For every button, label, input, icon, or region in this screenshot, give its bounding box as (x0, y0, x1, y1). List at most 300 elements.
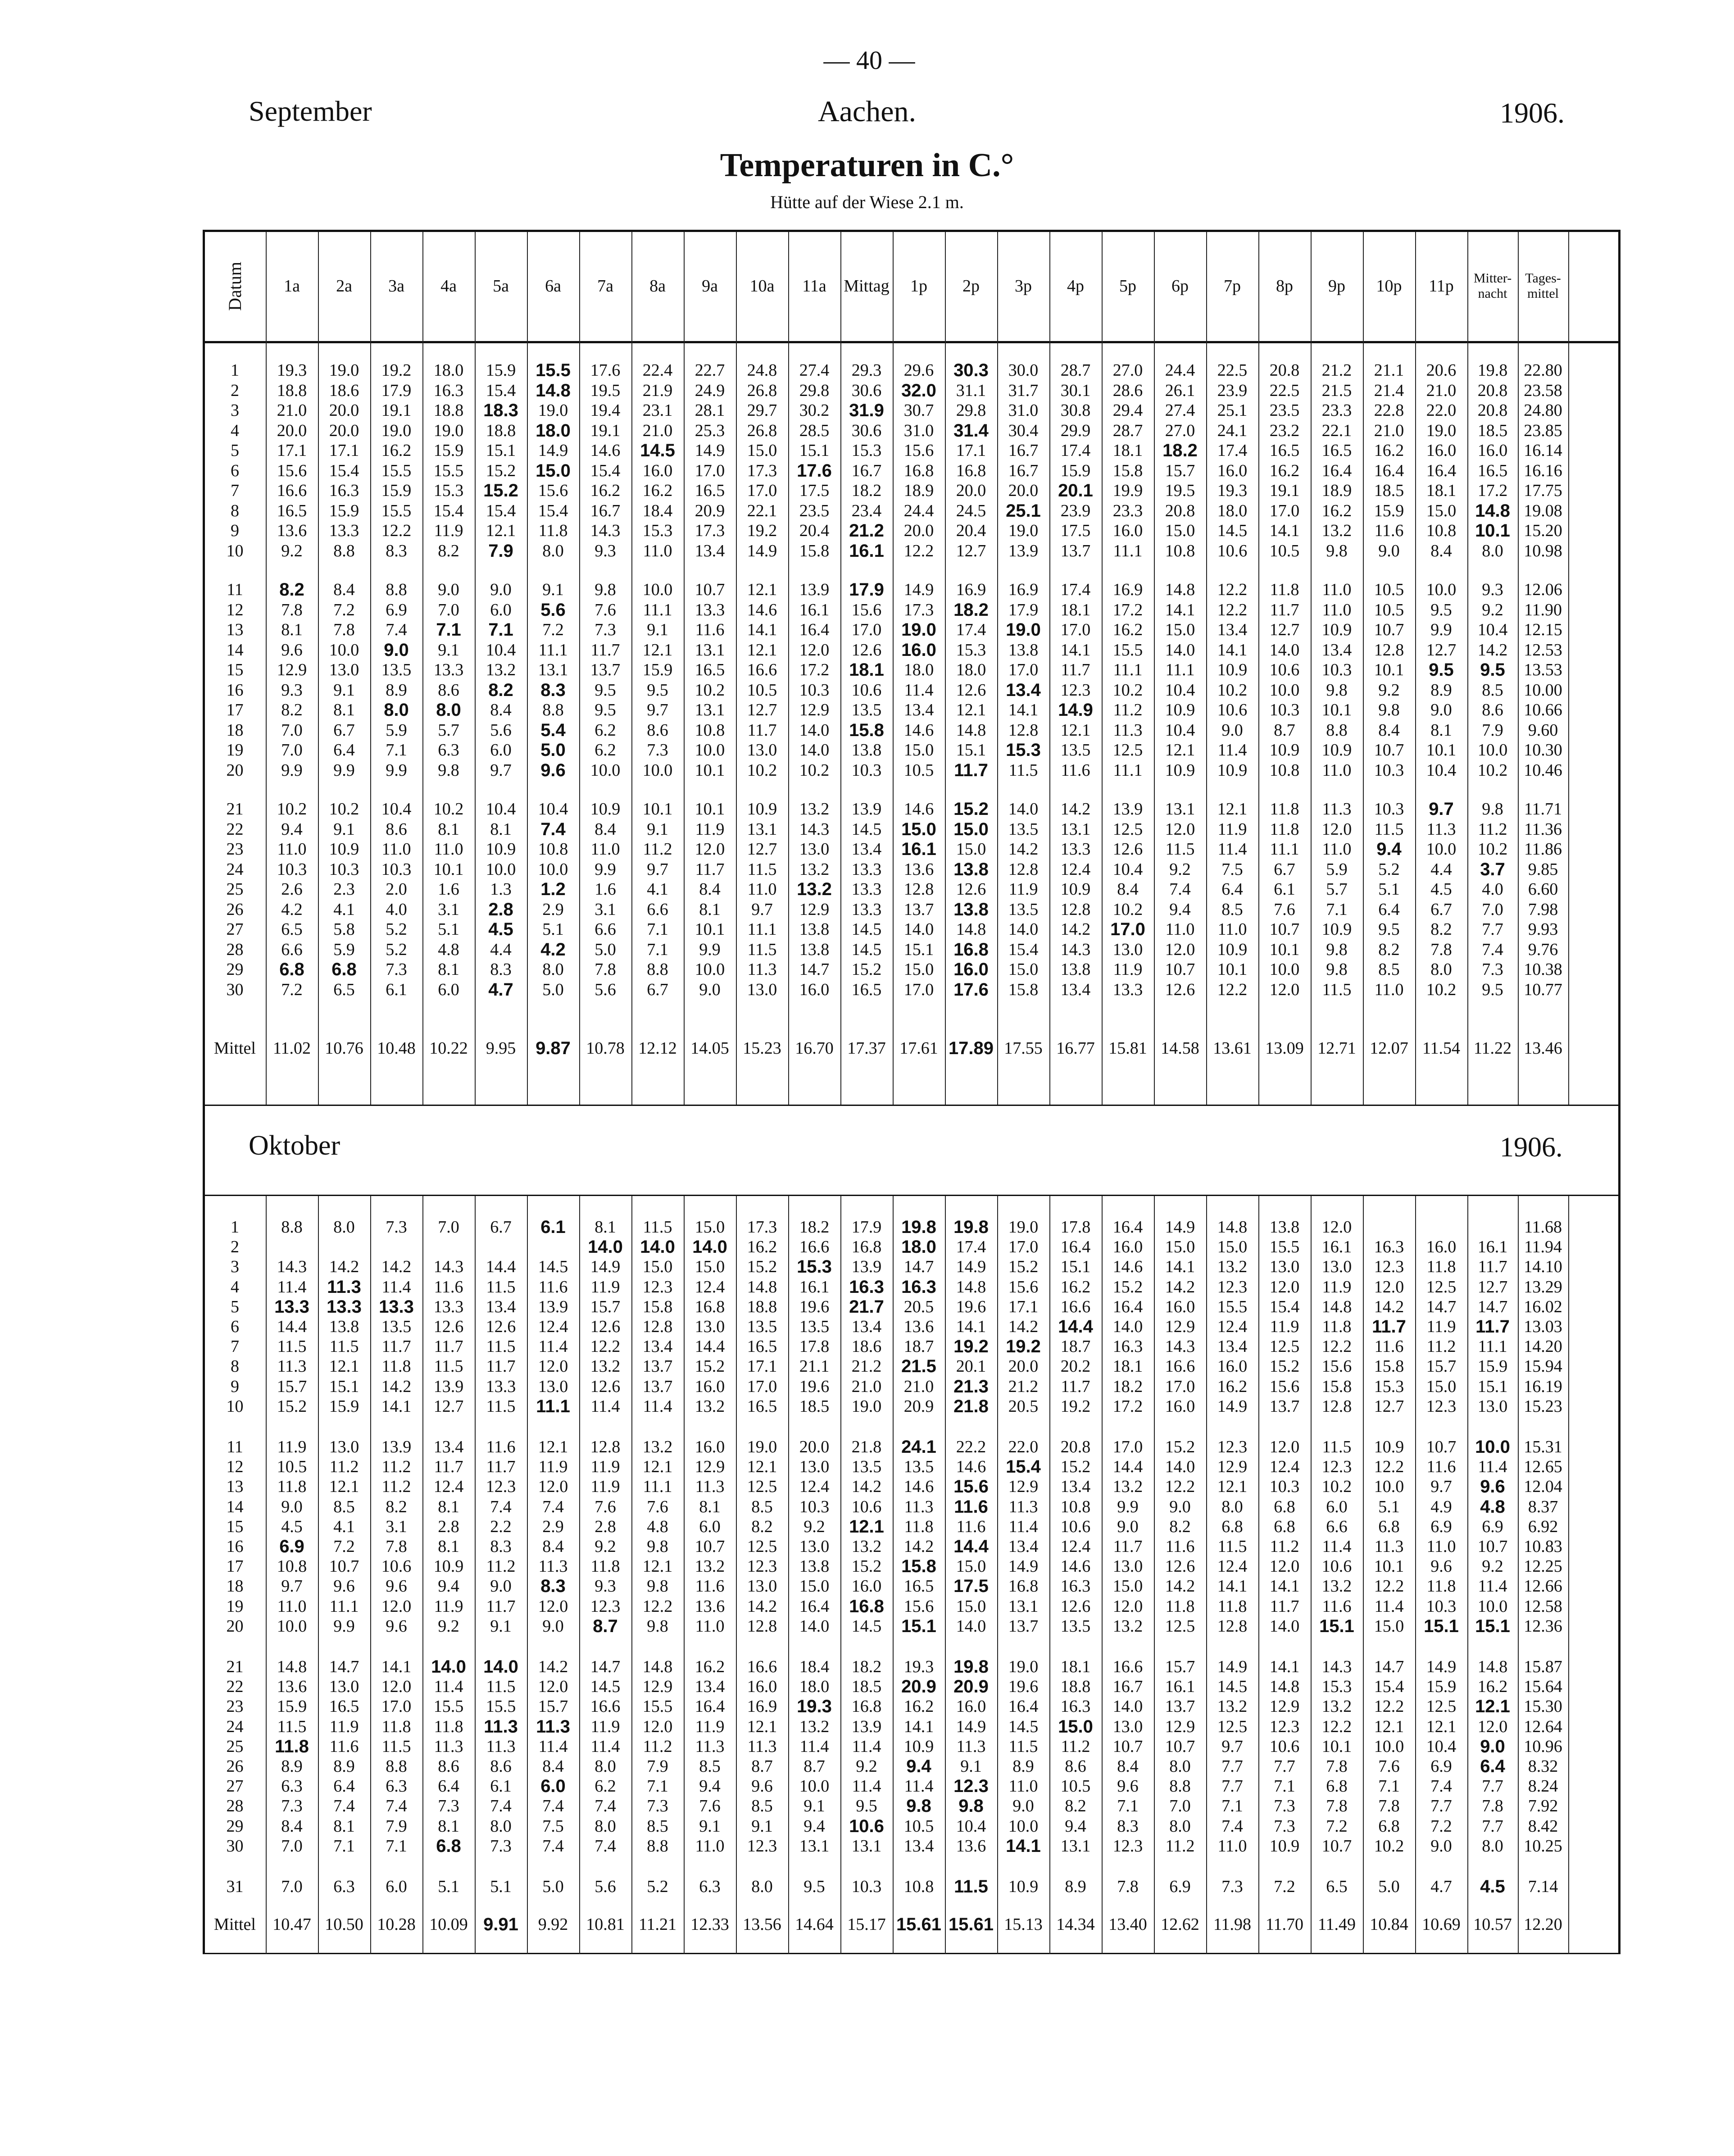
row-label: 15 (226, 1517, 244, 1536)
table-cell: 5.7 (438, 720, 459, 740)
table-cell: 16.5 (747, 1337, 777, 1356)
table-cell: 10.9 (1060, 880, 1091, 899)
table-cell: 14.1 (1165, 1257, 1195, 1277)
table-cell: 15.1 (1424, 1616, 1459, 1636)
table-cell: 12.1 (956, 700, 986, 719)
table-cell: 17.75 (1524, 481, 1562, 500)
table-cell: 15.9 (486, 361, 516, 380)
table-cell: 5.2 (1378, 860, 1400, 879)
table-cell: 10.98 (1524, 541, 1562, 560)
column-header: 11a (802, 277, 826, 296)
table-cell: 16.2 (903, 1697, 934, 1716)
table-cell: 15.5 (486, 1697, 516, 1716)
table-cell: 10.0 (1477, 741, 1508, 760)
table-cell: 16.3 (1112, 1337, 1143, 1356)
table-cell: 9.4 (438, 1577, 459, 1596)
table-cell: 17.1 (956, 441, 986, 460)
table-cell: 13.3 (433, 1297, 464, 1316)
table-cell: 18.8 (486, 421, 516, 440)
table-cell: 10.1 (1374, 1557, 1404, 1576)
table-cell: 9.8 (647, 1537, 668, 1556)
mittel-cell: 9.87 (536, 1038, 571, 1058)
table-cell: 14.1 (747, 620, 777, 639)
table-cell: 17.2 (1112, 1396, 1143, 1416)
table-cell: 13.0 (1112, 1717, 1143, 1736)
table-cell: 16.8 (953, 939, 989, 960)
table-cell: 7.5 (1221, 860, 1243, 879)
table-cell: 10.3 (277, 860, 307, 879)
column-rule (1258, 232, 1259, 1105)
table-cell: 19.3 (1217, 481, 1248, 500)
table-cell: 14.2 (1008, 840, 1039, 859)
table-cell: 22.0 (1426, 401, 1457, 420)
table-cell: 6.3 (281, 1777, 303, 1796)
table-cell: 11.9 (434, 1597, 463, 1616)
table-cell: 15.6 (1321, 1357, 1352, 1376)
table-cell: 15.2 (1165, 1437, 1195, 1456)
table-cell: 7.4 (542, 1797, 564, 1816)
table-cell: 12.0 (538, 1677, 568, 1697)
table-cell: 19.2 (953, 1337, 989, 1357)
table-cell: 4.5 (1430, 880, 1452, 899)
mittel-cell: 10.78 (586, 1039, 625, 1058)
row-label: 19 (226, 1597, 244, 1616)
table-cell: 18.0 (903, 660, 934, 679)
table-cell: 6.92 (1528, 1517, 1558, 1536)
table-cell: 14.5 (851, 1616, 882, 1636)
table-cell: 8.2 (386, 1497, 407, 1516)
column-rule (1518, 232, 1519, 1105)
table-cell: 9.8 (595, 580, 616, 599)
table-cell: 11.8 (1426, 1577, 1456, 1596)
row-label: 10 (226, 1396, 244, 1416)
table-cell: 11.8 (1165, 1597, 1195, 1616)
table-cell: 9.6 (1117, 1777, 1139, 1796)
column-rule (997, 232, 998, 1105)
column-rule (1102, 232, 1103, 1105)
table-cell: 15.0 (953, 819, 989, 839)
table-cell: 12.4 (1217, 1557, 1248, 1576)
table-cell: 8.1 (333, 700, 355, 719)
row-label: 9 (231, 1377, 239, 1396)
table-cell: 7.4 (542, 1836, 564, 1856)
table-cell (318, 1237, 370, 1257)
table-cell: 14.0 (1008, 800, 1039, 819)
table-cell: 6.2 (595, 1777, 616, 1796)
row-label: 13 (226, 1477, 244, 1496)
column-rule (684, 232, 685, 1105)
table-cell: 14.0 (799, 741, 830, 760)
table-cell: 14.0 (1008, 920, 1039, 939)
table-cell: 14.8 (1477, 1657, 1508, 1676)
table-cell: 13.2 (1112, 1477, 1143, 1496)
table-cell: 12.64 (1524, 1717, 1562, 1736)
table-cell: 17.1 (747, 1357, 777, 1376)
table-cell: 11.2 (1270, 1537, 1299, 1556)
table-cell: 14.9 (1217, 1396, 1248, 1416)
table-cell: 12.0 (695, 840, 725, 859)
mittel-cell: 9.92 (538, 1915, 568, 1934)
column-rule (788, 1196, 789, 1954)
table-cell: 19.0 (1008, 1657, 1039, 1676)
table-cell: 8.4 (542, 1537, 564, 1556)
column-rule (1049, 1196, 1050, 1954)
table-cell: 15.5 (381, 501, 412, 520)
column-rule (475, 1196, 476, 1954)
table-cell: 4.4 (490, 940, 512, 959)
table-cell: 13.2 (851, 1537, 882, 1556)
table-cell: 15.7 (1165, 1657, 1195, 1676)
table-cell: 17.0 (1008, 1237, 1039, 1257)
table-cell: 12.66 (1524, 1577, 1562, 1596)
table-cell: 14.3 (590, 521, 621, 540)
table-cell: 9.5 (1430, 600, 1452, 619)
table-cell: 9.7 (751, 900, 773, 919)
table-cell: 17.9 (849, 580, 884, 600)
table-cell: 10.4 (1165, 680, 1195, 700)
mittel-cell: 14.34 (1056, 1915, 1095, 1934)
table-cell: 12.6 (1165, 1557, 1195, 1576)
table-cell: 9.5 (803, 1877, 825, 1896)
table-cell: 16.7 (590, 501, 621, 520)
table-cell: 14.7 (903, 1257, 934, 1277)
table-cell: 12.5 (1112, 819, 1143, 839)
table-cell: 16.4 (799, 620, 830, 639)
table-cell: 12.2 (1165, 1477, 1195, 1496)
table-cell: 11.8 (434, 1717, 463, 1736)
table-cell: 11.0 (1322, 840, 1352, 859)
table-cell: 13.0 (329, 1437, 359, 1456)
table-cell: 13.4 (1060, 1477, 1091, 1496)
table-cell: 14.3 (1165, 1337, 1195, 1356)
table-cell: 14.4 (277, 1317, 307, 1336)
table-cell: 17.0 (1060, 620, 1091, 639)
table-cell: 13.0 (747, 980, 777, 999)
table-cell: 12.0 (1477, 1717, 1508, 1736)
table-cell: 27.4 (799, 361, 830, 380)
table-cell: 6.2 (595, 741, 616, 760)
column-rule (631, 232, 632, 1105)
table-cell: 13.1 (747, 819, 777, 839)
table-cell: 16.9 (1008, 580, 1039, 599)
table-cell: 7.9 (488, 541, 513, 561)
table-cell: 19.0 (1008, 521, 1039, 540)
table-cell: 10.4 (486, 800, 516, 819)
table-cell: 9.4 (906, 1756, 931, 1776)
table-cell (1467, 1217, 1518, 1237)
table-cell: 11.6 (695, 1577, 725, 1596)
table-cell: 15.7 (538, 1697, 568, 1716)
table-cell: 6.8 (1326, 1777, 1348, 1796)
table-cell: 15.1 (956, 741, 986, 760)
table-cell: 13.2 (695, 1557, 725, 1576)
column-rule (579, 1196, 580, 1954)
table-cell: 14.9 (1008, 1557, 1039, 1576)
mittel-cell: 10.47 (272, 1915, 311, 1934)
table-cell: 11.7 (1475, 1317, 1510, 1337)
table-cell: 30.6 (851, 421, 882, 440)
table-cell: 13.8 (1060, 960, 1091, 979)
table-cell: 5.2 (647, 1877, 668, 1896)
table-cell: 14.8 (1217, 1218, 1248, 1237)
table-cell: 14.7 (590, 1657, 621, 1676)
table-cell: 8.4 (1430, 541, 1452, 560)
table-cell: 11.8 (381, 1357, 411, 1376)
row-label: 25 (226, 880, 244, 899)
table-cell: 20.0 (903, 521, 934, 540)
table-cell: 16.8 (695, 1297, 725, 1316)
table-cell: 11.9 (277, 1437, 307, 1456)
table-cell: 11.2 (381, 1477, 411, 1496)
table-cell: 25.1 (1217, 401, 1248, 420)
table-cell: 12.3 (1269, 1717, 1300, 1736)
table-cell: 18.1 (1112, 1357, 1143, 1376)
table-cell: 22.7 (695, 361, 725, 380)
table-cell: 7.8 (1326, 1757, 1348, 1776)
table-cell: 13.5 (799, 1317, 830, 1336)
column-rule (840, 232, 841, 1105)
table-cell: 9.0 (699, 980, 721, 999)
table-cell: 11.2 (1165, 1836, 1195, 1856)
table-cell: 11.9 (590, 1277, 620, 1296)
table-cell: 9.5 (595, 700, 616, 719)
column-rule (1311, 1196, 1312, 1954)
table-cell: 10.1 (695, 920, 725, 939)
table-cell: 11.8 (590, 1557, 620, 1576)
table-cell: 12.2 (903, 541, 934, 560)
table-cell: 10.77 (1524, 980, 1562, 999)
table-cell: 29.4 (1112, 401, 1143, 420)
table-cell: 15.3 (1374, 1377, 1404, 1396)
table-cell: 9.5 (1429, 660, 1454, 680)
table-cell: 31.0 (903, 421, 934, 440)
table-cell: 21.5 (1321, 381, 1352, 400)
table-cell: 13.3 (327, 1296, 362, 1317)
table-cell: 22.8 (1374, 401, 1404, 420)
table-cell: 9.0 (1117, 1517, 1139, 1536)
table-cell: 15.94 (1524, 1357, 1562, 1376)
table-cell: 13.0 (799, 1457, 830, 1477)
table-cell: 11.5 (434, 1357, 463, 1376)
table-cell: 11.3 (1322, 800, 1352, 819)
table-cell: 12.4 (433, 1477, 464, 1496)
table-cell: 13.3 (851, 900, 882, 919)
table-cell: 11.9 (1217, 819, 1247, 839)
table-cell: 14.5 (590, 1677, 621, 1697)
table-cell: 11.7 (695, 860, 725, 879)
column-header: Mittag (844, 277, 890, 296)
table-cell: 16.0 (1112, 1237, 1143, 1257)
table-cell: 12.65 (1524, 1457, 1562, 1477)
table-cell: 13.3 (1112, 980, 1143, 999)
table-cell: 13.0 (329, 1677, 359, 1697)
table-cell: 12.1 (642, 1457, 673, 1477)
table-cell: 13.7 (903, 900, 934, 919)
table-cell: 29.3 (851, 361, 882, 380)
table-cell: 15.6 (1269, 1377, 1300, 1396)
table-cell: 17.0 (1269, 501, 1300, 520)
table-cell: 16.0 (695, 1437, 725, 1456)
table-cell: 12.1 (747, 1457, 777, 1477)
table-cell: 8.2 (1065, 1797, 1086, 1816)
mittel-cell: 16.70 (795, 1039, 834, 1058)
table-cell: 10.0 (1475, 1437, 1510, 1457)
table-cell: 23.3 (1112, 501, 1143, 520)
table-cell: 15.9 (1374, 501, 1404, 520)
table-cell: 7.1 (1117, 1797, 1139, 1816)
table-cell: 12.0 (381, 1597, 412, 1616)
table-cell: 7.4 (333, 1797, 355, 1816)
table-cell: 13.0 (1269, 1257, 1300, 1277)
table-cell: 2.8 (595, 1517, 616, 1536)
table-cell: 21.4 (1374, 381, 1404, 400)
table-cell: 14.0 (956, 1616, 986, 1636)
table-cell: 14.9 (956, 1717, 986, 1736)
table-cell: 8.7 (751, 1757, 773, 1776)
column-rule (1102, 1196, 1103, 1954)
table-cell: 31.7 (1008, 381, 1039, 400)
table-cell: 17.5 (799, 481, 830, 500)
table-cell: 8.0 (384, 700, 409, 720)
table-cell: 10.9 (433, 1557, 464, 1576)
column-header: 5p (1119, 277, 1136, 296)
table-cell (370, 1237, 422, 1257)
table-cell: 16.3 (1060, 1697, 1091, 1716)
table-cell: 11.0 (1374, 980, 1404, 999)
table-cell: 7.3 (438, 1797, 459, 1816)
table-cell: 12.8 (1217, 1616, 1248, 1636)
column-header: Tages-mittel (1525, 271, 1561, 301)
table-cell: 12.6 (1112, 840, 1143, 859)
table-cell: 7.1 (1326, 900, 1348, 919)
table-cell: 13.4 (1006, 680, 1041, 700)
table-cell: 22.5 (1217, 361, 1248, 380)
table-cell: 11.6 (954, 1496, 988, 1517)
table-cell: 10.3 (851, 760, 882, 780)
table-cell: 7.2 (281, 980, 303, 999)
column-rule (945, 232, 946, 1105)
table-cell: 15.2 (747, 1257, 777, 1277)
table-cell: 10.1 (695, 800, 725, 819)
table-cell: 11.7 (434, 1457, 463, 1477)
table-cell: 9.8 (906, 1796, 931, 1816)
table-cell: 13.1 (538, 660, 568, 679)
table-cell: 18.0 (799, 1677, 830, 1697)
table-cell: 11.6 (956, 1517, 986, 1536)
table-cell: 16.0 (953, 960, 989, 979)
table-cell: 11.1 (1165, 660, 1195, 679)
column-rule (422, 232, 423, 1105)
table-cell: 8.4 (542, 1757, 564, 1776)
table-cell: 7.3 (647, 741, 668, 760)
table-cell: 18.0 (956, 660, 986, 679)
table-cell: 15.1 (903, 940, 934, 959)
table-cell: 10.5 (903, 1816, 934, 1836)
table-cell: 24.9 (695, 381, 725, 400)
table-cell: 7.4 (1221, 1816, 1243, 1836)
table-cell: 11.3 (695, 1737, 725, 1756)
table-cell: 16.8 (956, 461, 986, 480)
table-cell: 8.5 (1221, 900, 1243, 919)
table-cell: 10.2 (695, 680, 725, 700)
table-cell: 14.6 (903, 800, 934, 819)
table-cell: 7.14 (1528, 1877, 1558, 1896)
table-cell: 11.0 (1008, 1777, 1038, 1796)
table-cell: 10.1 (1374, 660, 1404, 679)
column-header: 8p (1276, 277, 1293, 296)
table-cell: 15.2 (1060, 1457, 1091, 1477)
table-cell: 8.9 (1065, 1877, 1086, 1896)
table-cell: 22.5 (1269, 381, 1300, 400)
table-cell: 13.6 (903, 1317, 934, 1336)
table-cell: 9.2 (856, 1757, 877, 1776)
table-cell: 10.9 (1374, 1437, 1404, 1456)
table-cell: 15.8 (1321, 1377, 1352, 1396)
table-cell: 12.6 (851, 640, 882, 660)
table-cell: 16.0 (1426, 1237, 1457, 1257)
table-cell: 8.6 (1065, 1757, 1086, 1776)
table-cell: 15.4 (590, 461, 621, 480)
table-cell: 13.6 (277, 521, 307, 540)
table-cell: 12.8 (903, 880, 934, 899)
table-cell: 10.2 (747, 760, 777, 780)
table-cell: 15.4 (329, 461, 359, 480)
table-cell: 12.0 (1165, 819, 1195, 839)
table-cell: 14.8 (1269, 1677, 1300, 1697)
table-cell: 10.00 (1524, 680, 1562, 700)
row-label: 12 (226, 600, 244, 619)
table-cell: 17.0 (1110, 919, 1145, 939)
table-cell: 14.20 (1524, 1337, 1562, 1356)
mittel-cell: 15.13 (1004, 1915, 1043, 1934)
table-cell: 11.8 (381, 1717, 411, 1736)
table-cell: 8.1 (699, 1497, 721, 1516)
table-cell: 11.2 (643, 840, 672, 859)
table-cell: 15.9 (642, 660, 673, 679)
table-cell: 8.3 (540, 1576, 566, 1597)
row-label: 11 (227, 1437, 243, 1456)
table-cell: 12.5 (1165, 1616, 1195, 1636)
table-cell: 23.58 (1524, 381, 1562, 400)
table-cell: 12.1 (486, 521, 516, 540)
table-cell: 5.2 (386, 920, 407, 939)
table-cell: 6.7 (490, 1218, 512, 1237)
column-header: 1p (910, 277, 927, 296)
mittel-cell: 15.23 (743, 1039, 781, 1058)
table-cell: 10.96 (1524, 1737, 1562, 1756)
table-cell: 12.4 (538, 1317, 568, 1336)
table-cell: 10.0 (1269, 960, 1300, 979)
table-cell: 16.2 (1217, 1377, 1248, 1396)
table-cell: 13.2 (799, 1717, 830, 1736)
column-header: 7a (597, 277, 613, 296)
table-cell: 7.0 (1482, 900, 1503, 919)
table-cell: 19.8 (953, 1657, 989, 1677)
table-cell: 16.9 (1112, 580, 1143, 599)
table-cell: 7.4 (1169, 880, 1191, 899)
table-cell: 2.3 (333, 880, 355, 899)
table-cell: 17.4 (1217, 441, 1248, 460)
table-cell: 13.1 (695, 640, 725, 660)
table-cell: 11.1 (1113, 760, 1143, 780)
table-cell: 12.7 (1477, 1277, 1508, 1296)
table-cell: 12.1 (1060, 720, 1091, 740)
table-cell: 22.1 (747, 501, 777, 520)
row-label: 10 (226, 541, 244, 560)
table-cell: 12.3 (953, 1776, 989, 1797)
table-cell: 11.3 (277, 1357, 307, 1376)
table-cell: 6.9 (386, 600, 407, 619)
